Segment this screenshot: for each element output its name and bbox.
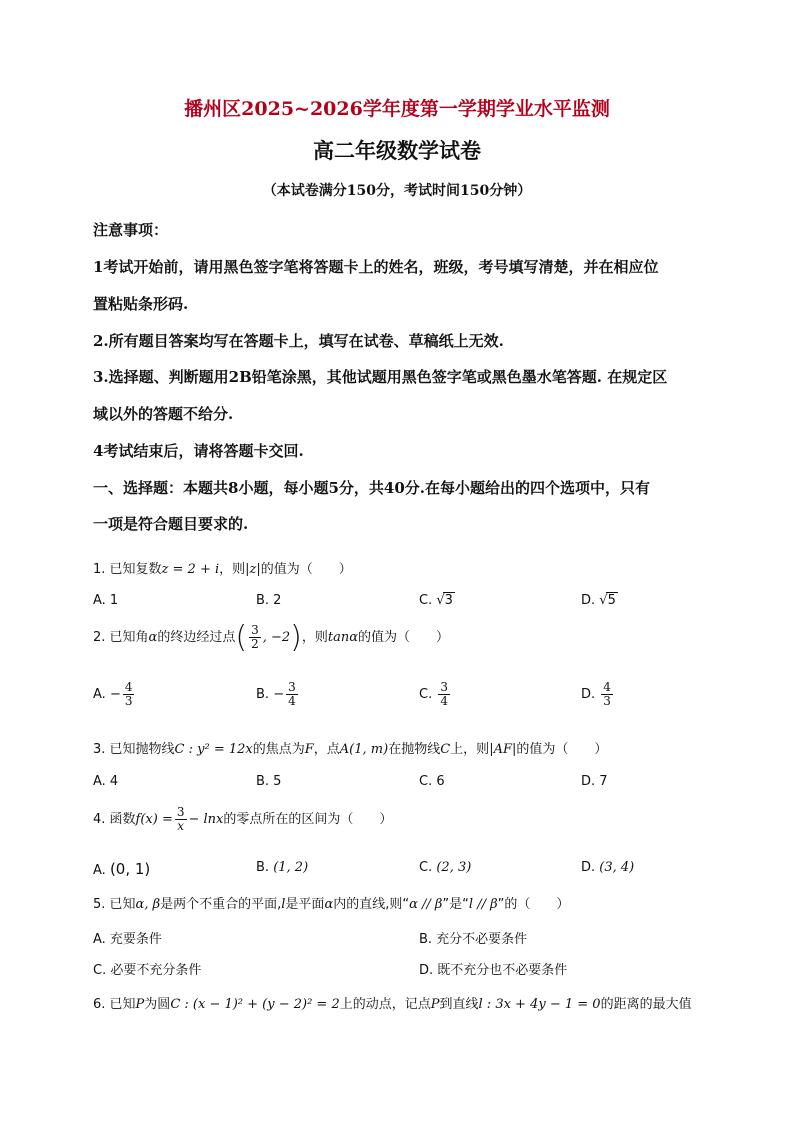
q2-option-a: A. − $\frac{4}{3}$ [93, 680, 133, 709]
q1-option-c-value: 3 [444, 593, 453, 608]
q3-option-a: A. 4 [93, 774, 119, 789]
q5-option-d: D. 既不充分也不必要条件 [419, 963, 568, 978]
q3-option-b: B. 5 [256, 774, 282, 789]
q5-option-a: A. 充要条件 [93, 932, 162, 947]
q1-text: 1. 已知复数 [93, 562, 162, 577]
q1-option-d [581, 593, 618, 608]
q1-expression: z = 2 + i [161, 562, 220, 577]
q1-option-a: A. 1 [93, 593, 119, 608]
q4-fraction: $\frac{3}{x}$ [176, 805, 185, 834]
right-paren-icon: ) [290, 620, 302, 655]
note-3-line-2: 域以外的答题不给分. [93, 405, 234, 423]
question-6: 6. 已知P为圆C : (x − 1)² + (y − 2)² = 2上的动点，记点P到直线l : 3x + 4y − 1 = 0的距离的最大值 [93, 997, 692, 1012]
left-paren-icon: ( [235, 620, 248, 655]
q4-option-d: D. (3, 4) [581, 860, 635, 875]
note-1-line-1: 1考试开始前，请用黑色签字笔将答题卡上的姓名，班级，考号填写清楚，并在相应位 [93, 258, 659, 276]
q2-alpha: α [148, 630, 158, 645]
q3-point: A(1, m) [339, 742, 389, 757]
q4-option-c: C. (2, 3) [419, 860, 472, 875]
q2-tan: tanα [327, 630, 359, 645]
note-3-line-1: 3.选择题、判断题用2B铅笔涂黑，其他试题用黑色签字笔或黑色墨水笔答题. 在规定区 [93, 368, 668, 386]
exam-subtitle: （本试卷满分150分，考试时间150分钟） [262, 183, 532, 199]
sqrt-icon: √ [599, 593, 608, 608]
question-2 [93, 620, 449, 655]
q5-condition-2: l // β [468, 897, 498, 912]
question-1 [93, 558, 352, 577]
q2-text: 2. 已知角 [93, 630, 149, 645]
exam-title: 高二年级数学试卷 [313, 138, 481, 163]
q2-text-4: 的值为（ ） [358, 630, 450, 645]
section-1-line-1: 一、选择题：本题共8小题，每小题5分，共40分.在每小题给出的四个选项中，只有 [93, 479, 650, 497]
q1-text-3: 的值为（ ） [260, 562, 352, 577]
sqrt-icon: √ [436, 593, 445, 608]
q2-option-b: B. − $\frac{3}{4}$ [256, 680, 296, 709]
q1-option-b: B. 2 [256, 593, 282, 608]
q2-text-2: 的终边经过点 [157, 630, 236, 645]
exam-region-title: 播州区2025~2026学年度第一学期学业水平监测 [184, 98, 610, 120]
q3-parabola: C : y² = 12x [174, 742, 253, 757]
q2-point-rest: , −2 [262, 630, 291, 645]
q2-point-fraction: $\frac{3}{2}$ [251, 622, 259, 651]
q1-option-d-label: D. [581, 593, 596, 608]
q1-option-c-label: C. [419, 593, 433, 608]
q4-function: f(x) = [135, 812, 173, 828]
q1-option-c [419, 593, 455, 608]
q6-circle: C : (x − 1)² + (y − 2)² = 2 [170, 997, 340, 1012]
question-5: 5. 已知α, β是两个不重合的平面,l是平面α内的直线,则“α // β”是“l // β”的（ ） [93, 897, 570, 912]
q1-modulus: |z| [245, 562, 261, 577]
note-2: 2.所有题目答案均写在答题卡上，填写在试卷、草稿纸上无效. [93, 332, 504, 350]
q4-option-b: B. (1, 2) [256, 860, 309, 875]
section-1-line-2: 一项是符合题目要求的. [93, 515, 249, 533]
note-1-line-2: 置粘贴条形码. [93, 295, 189, 313]
q3-distance: |AF| [489, 742, 517, 757]
notes-heading: 注意事项： [93, 221, 169, 239]
q1-text-2: ，则 [219, 562, 246, 577]
question-4: 4. 函数f(x) = $\frac{3}{x}$ − lnx的零点所在的区间为（ ） [93, 805, 393, 834]
q5-condition-1: α // β [409, 897, 443, 912]
note-4: 4考试结束后，请将答题卡交回. [93, 442, 304, 460]
q2-text-3: ，则 [301, 630, 328, 645]
q3-option-c: C. 6 [419, 774, 445, 789]
q4-option-a: A. (0, 1) [93, 860, 151, 878]
q2-option-c: C. $\frac{3}{4}$ [419, 680, 448, 709]
question-3: 3. 已知抛物线C : y² = 12x的焦点为F，点A(1, m)在抛物线C上，则|AF|的值为（ ） [93, 742, 608, 757]
q2-option-d: D. $\frac{4}{3}$ [581, 680, 611, 709]
q3-option-d: D. 7 [581, 774, 608, 789]
q1-option-d-value: 5 [607, 593, 616, 608]
q5-option-c: C. 必要不充分条件 [93, 963, 202, 978]
q5-option-b: B. 充分不必要条件 [419, 932, 528, 947]
q6-line: l : 3x + 4y − 1 = 0 [478, 997, 601, 1012]
